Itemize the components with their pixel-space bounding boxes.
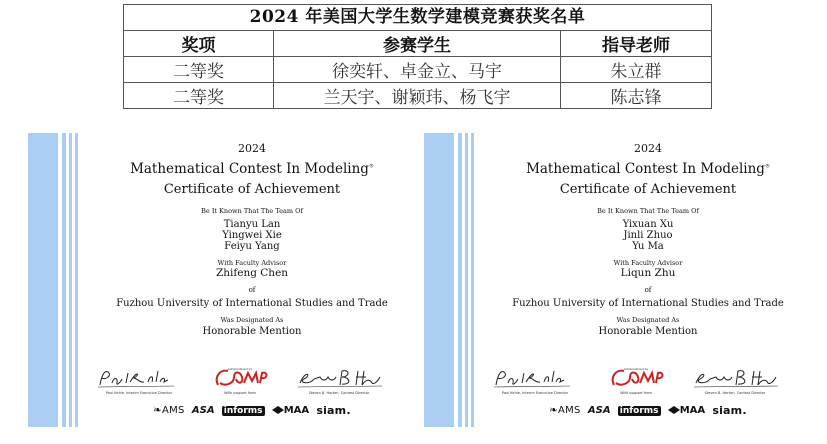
known-line: Be It Known That The Team Of: [201, 207, 303, 215]
advisor-name: Liqun Zhu: [620, 267, 676, 279]
advisor-name: Zhifeng Chen: [215, 267, 289, 279]
table-row: [124, 83, 712, 109]
comap-logo: [210, 365, 270, 399]
asa-logo: ASA: [191, 405, 215, 416]
certificate-year: 2024: [634, 142, 662, 155]
advisor-label: With Faculty Advisor: [613, 259, 683, 267]
handwritten-signature-icon: [294, 365, 384, 391]
maa-logo: MAA: [272, 405, 309, 416]
maa-logo: MAA: [668, 405, 705, 416]
siam-logo: siam.: [316, 404, 351, 417]
certificate-title: Certificate of Achievement: [163, 182, 341, 197]
maa-hat-icon: [272, 406, 284, 414]
sponsor-logos: [84, 404, 420, 417]
cell-advisor: 陈志锋: [561, 83, 712, 109]
signature-horton: [690, 365, 780, 399]
decorative-stripes: [424, 133, 476, 427]
award-table: [123, 4, 712, 109]
of-label: of: [644, 286, 652, 294]
university-name: Fuzhou University of International Studies and Trade: [116, 298, 388, 309]
maa-hat-icon: [668, 406, 680, 414]
advisor-label: With Faculty Advisor: [217, 259, 287, 267]
header-award: 奖项: [124, 31, 274, 57]
table-header-row: [124, 31, 712, 57]
team-member: Yixuan Xu: [622, 219, 674, 230]
cell-award: 二等奖: [124, 83, 274, 109]
contest-name: Mathematical Contest In Modeling®: [130, 161, 374, 177]
svg-text:Administered by: Administered by: [623, 367, 649, 371]
signature-caption: Paul Kehle, Interim Executive Director: [501, 391, 569, 395]
team-member: Jinli Zhuo: [623, 230, 673, 241]
award-level: Honorable Mention: [598, 326, 698, 337]
team-member: Yu Ma: [632, 241, 664, 252]
certificate-left: [28, 133, 420, 427]
signature-horton: [294, 365, 384, 399]
comap-caption: With support from: [620, 391, 652, 395]
comap-caption: With support from: [224, 391, 256, 395]
certificate-right: [424, 133, 816, 427]
designated-label: Was Designated As: [220, 316, 284, 324]
cell-students: 徐奕轩、卓金立、马宇: [274, 57, 561, 83]
svg-text:Administered by: Administered by: [227, 367, 253, 371]
signature-kehle: [490, 365, 580, 399]
registered-mark: ®: [368, 163, 374, 170]
header-students: 参赛学生: [274, 31, 561, 57]
handwritten-signature-icon: [94, 365, 184, 391]
signatures: [94, 365, 414, 399]
team-members: [84, 219, 420, 252]
cell-students: 兰天宇、谢颖玮、杨飞宇: [274, 83, 561, 109]
award-table-container: [123, 4, 711, 109]
cell-award: 二等奖: [124, 57, 274, 83]
award-level: Honorable Mention: [202, 326, 302, 337]
asa-logo: ASA: [587, 405, 611, 416]
signature-kehle: [94, 365, 184, 399]
award-table-title: 2024 年美国大学生数学建模竞赛获奖名单: [123, 4, 712, 30]
known-line: Be It Known That The Team Of: [597, 207, 699, 215]
cell-advisor: 朱立群: [561, 57, 712, 83]
signatures: [490, 365, 810, 399]
sponsor-logos: [480, 404, 816, 417]
signature-caption: Paul Kehle, Interim Executive Director: [105, 391, 173, 395]
handwritten-signature-icon: [690, 365, 780, 391]
team-member: Feiyu Yang: [224, 241, 280, 252]
signature-caption: Steven B. Horton, Contest Director: [308, 391, 370, 395]
certificate-year: 2024: [238, 142, 266, 155]
team-member: Tianyu Lan: [223, 219, 281, 230]
contest-name: Mathematical Contest In Modeling®: [526, 161, 770, 177]
comap-logo-icon: [210, 365, 270, 391]
comap-logo: [606, 365, 666, 399]
informs-logo: informs: [619, 405, 659, 416]
team-members: [480, 219, 816, 252]
ams-logo: ❧AMS: [549, 405, 581, 416]
certificate-body: [480, 133, 816, 427]
siam-logo: siam.: [712, 404, 747, 417]
certificate-body: [84, 133, 420, 427]
team-member: Yingwei Xie: [222, 230, 282, 241]
informs-logo: informs: [223, 405, 263, 416]
ams-logo: ❧AMS: [153, 405, 185, 416]
header-advisor: 指导老师: [561, 31, 712, 57]
handwritten-signature-icon: [490, 365, 580, 391]
signature-caption: Steven B. Horton, Contest Director: [704, 391, 766, 395]
of-label: of: [248, 286, 256, 294]
certificate-title: Certificate of Achievement: [559, 182, 737, 197]
registered-mark: ®: [764, 163, 770, 170]
university-name: Fuzhou University of International Studies and Trade: [512, 298, 784, 309]
designated-label: Was Designated As: [616, 316, 680, 324]
table-row: [124, 57, 712, 83]
comap-logo-icon: [606, 365, 666, 391]
decorative-stripes: [28, 133, 80, 427]
